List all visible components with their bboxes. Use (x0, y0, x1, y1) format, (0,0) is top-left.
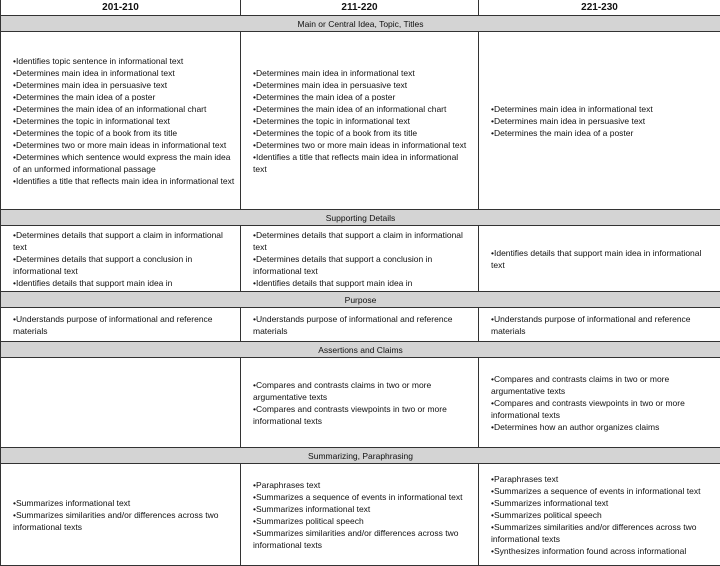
list-item: •Summarizes informational text (253, 503, 474, 515)
list-item: •Paraphrases text (491, 473, 716, 485)
list-item: •Determines how an author organizes claims (491, 421, 716, 433)
list-item: •Determines main idea in persuasive text (253, 79, 474, 91)
table-row (1, 32, 720, 210)
list-item: •Determines the main idea of a poster (253, 91, 474, 103)
list-item: •Determines the topic in informational text (13, 115, 236, 127)
list-item: •Summarizes similarities and/or differences across two informational texts (13, 509, 236, 533)
list-item: •Compares and contrasts claims in two or more argumentative texts (491, 373, 716, 397)
list-item: •Compares and contrasts claims in two or more argumentative texts (253, 379, 474, 403)
list-item: •Understands purpose of informational and reference materials (253, 313, 474, 337)
list-item: •Compares and contrasts viewpoints in two or more informational texts (253, 403, 474, 427)
list-item: •Summarizes similarities and/or differences across two informational texts (491, 521, 716, 545)
table-cell (241, 464, 479, 566)
list-item: •Determines main idea in persuasive text (491, 115, 716, 127)
table-cell (241, 358, 479, 448)
section-band (1, 448, 720, 464)
table-cell (479, 226, 720, 292)
table-cell (479, 32, 720, 210)
list-item: •Understands purpose of informational and reference materials (13, 313, 236, 337)
list-item: •Understands purpose of informational and reference materials (491, 313, 716, 337)
table-cell (1, 226, 241, 292)
section-title: Summarizing, Paraphrasing (1, 448, 720, 464)
list-item: •Compares and contrasts viewpoints in two or more informational texts (491, 397, 716, 421)
list-item: •Determines the topic of a book from its title (13, 127, 236, 139)
list-item: •Determines two or more main ideas in informational text (253, 139, 474, 151)
list-item: •Summarizes a sequence of events in informational text (253, 491, 474, 503)
table-cell (479, 464, 720, 566)
table-cell (479, 308, 720, 342)
section-band (1, 16, 720, 32)
list-item: •Determines details that support a claim in informational text (253, 229, 474, 253)
table-row (1, 308, 720, 342)
list-item: •Summarizes political speech (253, 515, 474, 527)
list-item: •Identifies topic sentence in informational text (13, 55, 236, 67)
list-item: •Determines main idea in persuasive text (13, 79, 236, 91)
list-item: •Identifies details that support main idea in informational text (491, 247, 716, 271)
table-row (1, 226, 720, 292)
list-item: •Identifies details that support main idea in (13, 277, 236, 289)
table-cell (241, 308, 479, 342)
list-item: •Identifies details that support main idea in (253, 277, 474, 289)
list-item: •Summarizes informational text (13, 497, 236, 509)
table-cell (1, 464, 241, 566)
list-item: •Determines main idea in informational text (491, 103, 716, 115)
list-item: •Determines the main idea of an informational chart (13, 103, 236, 115)
table-row (1, 464, 720, 566)
section-band (1, 210, 720, 226)
list-item: •Determines the topic of a book from its title (253, 127, 474, 139)
list-item: •Summarizes political speech (491, 509, 716, 521)
list-item: •Determines the topic in informational text (253, 115, 474, 127)
list-item: •Determines main idea in informational text (253, 67, 474, 79)
list-item: •Determines two or more main ideas in informational text (13, 139, 236, 151)
table-cell (1, 308, 241, 342)
list-item: •Determines the main idea of a poster (13, 91, 236, 103)
list-item: •Summarizes informational text (491, 497, 716, 509)
section-band (1, 292, 720, 308)
column-header: 211-220 (241, 0, 479, 16)
list-item: •Identifies a title that reflects main idea in informational text (253, 151, 474, 175)
list-item: •Determines which sentence would express the main idea of an unformed informational passage (13, 151, 236, 175)
table-cell (241, 226, 479, 292)
list-item: •Determines main idea in informational text (13, 67, 236, 79)
list-item: •Determines details that support a claim in informational text (13, 229, 236, 253)
list-item: •Determines details that support a conclusion in informational text (253, 253, 474, 277)
section-band (1, 342, 720, 358)
column-header: 201-210 (1, 0, 241, 16)
table-row (1, 358, 720, 448)
list-item: •Paraphrases text (253, 479, 474, 491)
header-row (1, 0, 720, 16)
table-cell (241, 32, 479, 210)
list-item: •Summarizes similarities and/or differences across two informational texts (253, 527, 474, 551)
list-item: •Summarizes a sequence of events in informational text (491, 485, 716, 497)
list-item: •Determines details that support a conclusion in informational text (13, 253, 236, 277)
table-cell (1, 32, 241, 210)
list-item: •Determines the main idea of an informational chart (253, 103, 474, 115)
list-item: •Determines the main idea of a poster (491, 127, 716, 139)
table-cell (479, 358, 720, 448)
section-title: Supporting Details (1, 210, 720, 226)
list-item: •Synthesizes information found across informational (491, 545, 716, 557)
list-item: •Identifies a title that reflects main idea in informational text (13, 175, 236, 187)
table-cell (1, 358, 241, 448)
section-title: Main or Central Idea, Topic, Titles (1, 16, 720, 32)
column-header: 221-230 (479, 0, 720, 16)
section-title: Purpose (1, 292, 720, 308)
section-title: Assertions and Claims (1, 342, 720, 358)
